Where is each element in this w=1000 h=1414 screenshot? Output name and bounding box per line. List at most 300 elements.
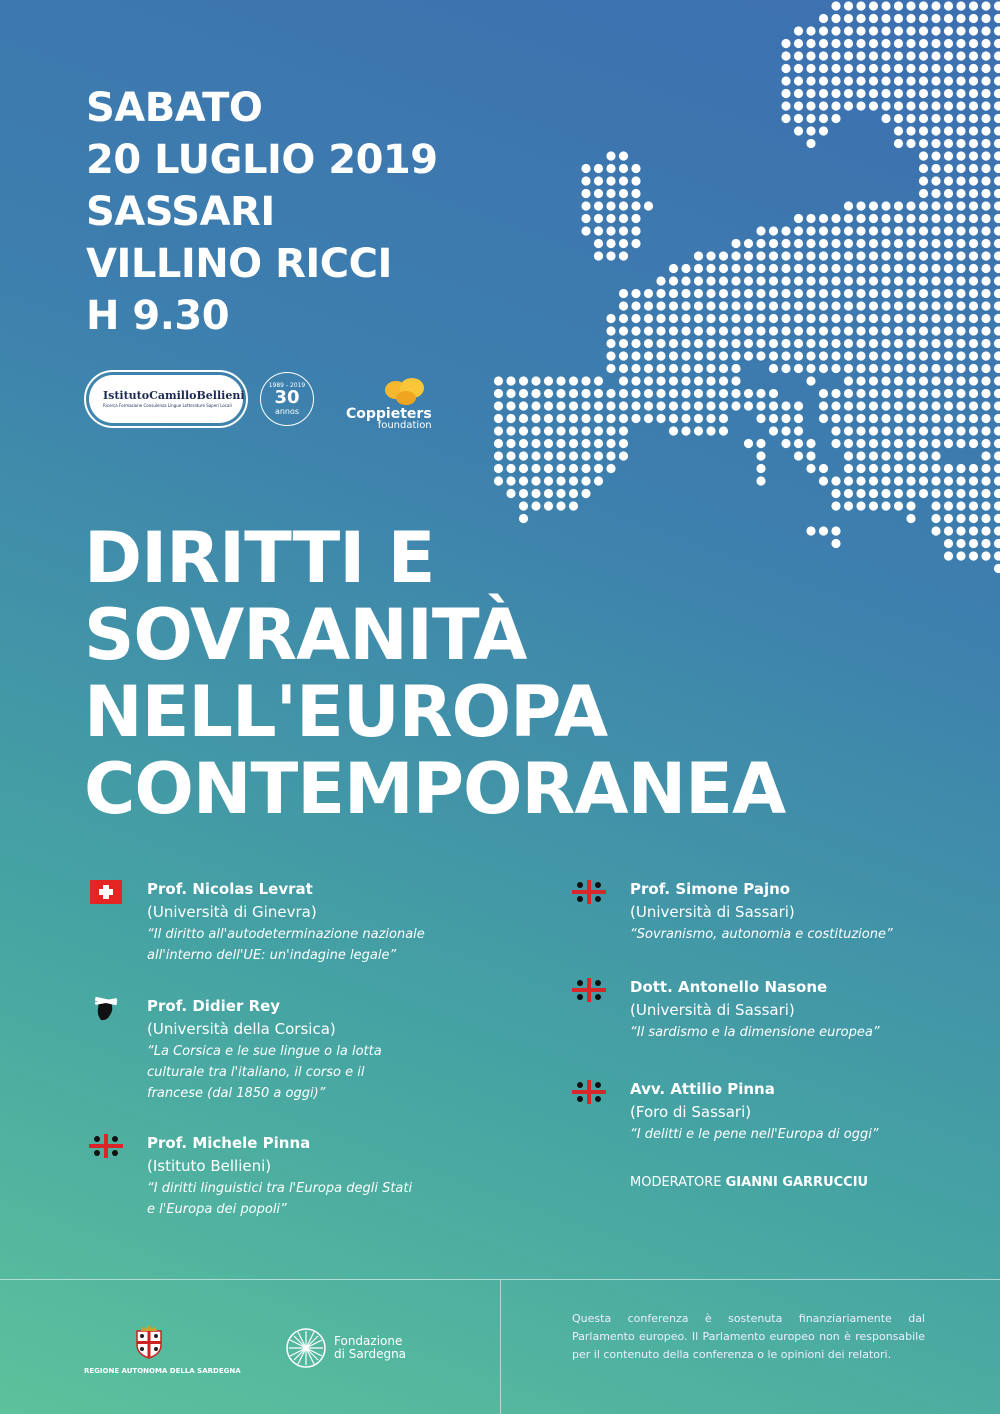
map-dot — [931, 264, 940, 273]
map-dot — [781, 351, 790, 360]
map-dot — [831, 301, 840, 310]
map-dot — [844, 489, 853, 498]
map-dot — [869, 326, 878, 335]
map-dot — [594, 226, 603, 235]
map-dot — [856, 489, 865, 498]
map-dot — [844, 376, 853, 385]
map-dot — [881, 251, 890, 260]
map-dot — [781, 426, 790, 435]
map-dot — [969, 364, 978, 373]
map-dot — [856, 414, 865, 423]
map-dot — [731, 376, 740, 385]
map-dot — [769, 351, 778, 360]
map-dot — [531, 414, 540, 423]
map-dot — [869, 364, 878, 373]
map-dot — [644, 351, 653, 360]
map-dot — [994, 489, 1000, 498]
map-dot — [844, 76, 853, 85]
map-dot — [494, 414, 503, 423]
map-dot — [706, 414, 715, 423]
map-dot — [981, 514, 990, 523]
map-dot — [831, 414, 840, 423]
map-dot — [856, 201, 865, 210]
map-dot — [894, 114, 903, 123]
map-dot — [981, 164, 990, 173]
map-dot — [931, 464, 940, 473]
map-dot — [656, 414, 665, 423]
map-dot — [556, 489, 565, 498]
map-dot — [619, 201, 628, 210]
speaker-antonello-nasone — [630, 976, 880, 1043]
map-dot — [981, 501, 990, 510]
map-dot — [506, 389, 515, 398]
map-dot — [756, 476, 765, 485]
map-dot — [881, 376, 890, 385]
map-dot — [544, 476, 553, 485]
map-dot — [981, 314, 990, 323]
map-dot — [731, 314, 740, 323]
map-dot — [606, 314, 615, 323]
map-dot — [956, 276, 965, 285]
map-dot — [831, 351, 840, 360]
map-dot — [994, 239, 1000, 248]
map-dot — [619, 451, 628, 460]
map-dot — [906, 76, 915, 85]
map-dot — [706, 351, 715, 360]
map-dot — [981, 276, 990, 285]
map-dot — [531, 389, 540, 398]
map-dot — [856, 326, 865, 335]
map-dot — [544, 439, 553, 448]
map-dot — [944, 264, 953, 273]
map-dot — [819, 314, 828, 323]
map-dot — [494, 451, 503, 460]
map-dot — [581, 176, 590, 185]
map-dot — [556, 464, 565, 473]
europe-dot-map — [480, 0, 1000, 580]
map-dot — [881, 201, 890, 210]
map-dot — [969, 1, 978, 10]
map-dot — [969, 264, 978, 273]
map-dot — [831, 501, 840, 510]
map-dot — [769, 326, 778, 335]
map-dot — [581, 439, 590, 448]
map-dot — [969, 239, 978, 248]
conference-title — [84, 517, 786, 830]
map-dot — [594, 439, 603, 448]
map-dot — [994, 389, 1000, 398]
map-dot — [681, 289, 690, 298]
moderator-name: GIANNI GARRUCCIU — [725, 1175, 869, 1190]
map-dot — [906, 389, 915, 398]
map-dot — [506, 426, 515, 435]
map-dot — [844, 364, 853, 373]
map-dot — [881, 364, 890, 373]
map-dot — [756, 451, 765, 460]
map-dot — [806, 364, 815, 373]
map-dot — [819, 264, 828, 273]
map-dot — [631, 339, 640, 348]
map-dot — [881, 101, 890, 110]
map-dot — [694, 426, 703, 435]
map-dot — [881, 14, 890, 23]
map-dot — [881, 1, 890, 10]
map-dot — [919, 164, 928, 173]
map-dot — [656, 314, 665, 323]
map-dot — [544, 501, 553, 510]
map-dot — [869, 414, 878, 423]
map-dot — [956, 101, 965, 110]
map-dot — [669, 376, 678, 385]
map-dot — [956, 26, 965, 35]
map-dot — [794, 301, 803, 310]
map-dot — [994, 326, 1000, 335]
map-dot — [656, 376, 665, 385]
map-dot — [894, 339, 903, 348]
map-dot — [594, 176, 603, 185]
map-dot — [906, 376, 915, 385]
map-dot — [806, 264, 815, 273]
map-dot — [919, 276, 928, 285]
map-dot — [694, 389, 703, 398]
map-dot — [944, 51, 953, 60]
map-dot — [881, 351, 890, 360]
map-dot — [531, 426, 540, 435]
map-dot — [969, 151, 978, 160]
map-dot — [994, 264, 1000, 273]
map-dot — [706, 364, 715, 373]
map-dot — [781, 326, 790, 335]
map-dot — [619, 389, 628, 398]
map-dot — [944, 189, 953, 198]
map-dot — [706, 401, 715, 410]
map-dot — [494, 401, 503, 410]
map-dot — [769, 276, 778, 285]
map-dot — [669, 301, 678, 310]
map-dot — [981, 176, 990, 185]
map-dot — [706, 389, 715, 398]
map-dot — [831, 314, 840, 323]
map-dot — [806, 89, 815, 98]
map-dot — [619, 151, 628, 160]
fondazione-star-icon — [286, 1328, 326, 1368]
map-dot — [969, 351, 978, 360]
map-dot — [956, 164, 965, 173]
map-dot — [906, 1, 915, 10]
map-dot — [994, 64, 1000, 73]
map-dot — [919, 239, 928, 248]
map-dot — [869, 426, 878, 435]
map-dot — [494, 426, 503, 435]
map-dot — [919, 226, 928, 235]
map-dot — [781, 239, 790, 248]
map-dot — [819, 226, 828, 235]
map-dot — [956, 364, 965, 373]
map-dot — [794, 251, 803, 260]
map-dot — [806, 76, 815, 85]
map-dot — [981, 539, 990, 548]
map-dot — [956, 539, 965, 548]
map-dot — [731, 264, 740, 273]
map-dot — [694, 351, 703, 360]
map-dot — [931, 176, 940, 185]
map-dot — [794, 414, 803, 423]
map-dot — [894, 389, 903, 398]
map-dot — [569, 414, 578, 423]
map-dot — [644, 314, 653, 323]
map-dot — [719, 326, 728, 335]
map-dot — [556, 414, 565, 423]
map-dot — [969, 251, 978, 260]
map-dot — [944, 526, 953, 535]
map-dot — [594, 251, 603, 260]
map-dot — [894, 439, 903, 448]
map-dot — [731, 339, 740, 348]
map-dot — [844, 326, 853, 335]
map-dot — [694, 364, 703, 373]
map-dot — [894, 226, 903, 235]
map-dot — [919, 89, 928, 98]
map-dot — [719, 339, 728, 348]
map-dot — [544, 489, 553, 498]
map-dot — [831, 226, 840, 235]
map-dot — [794, 351, 803, 360]
map-dot — [969, 226, 978, 235]
map-dot — [994, 476, 1000, 485]
map-dot — [631, 364, 640, 373]
map-dot — [894, 489, 903, 498]
map-dot — [869, 214, 878, 223]
map-dot — [631, 289, 640, 298]
map-dot — [544, 389, 553, 398]
coppieters-flower-icon — [382, 376, 426, 406]
map-dot — [931, 351, 940, 360]
map-dot — [819, 326, 828, 335]
map-dot — [819, 89, 828, 98]
map-dot — [894, 1, 903, 10]
map-dot — [969, 314, 978, 323]
map-dot — [569, 426, 578, 435]
map-dot — [919, 189, 928, 198]
map-dot — [994, 414, 1000, 423]
map-dot — [794, 439, 803, 448]
map-dot — [869, 339, 878, 348]
map-dot — [944, 151, 953, 160]
map-dot — [944, 401, 953, 410]
map-dot — [994, 226, 1000, 235]
map-dot — [656, 326, 665, 335]
map-dot — [894, 239, 903, 248]
map-dot — [606, 414, 615, 423]
map-dot — [719, 301, 728, 310]
map-dot — [606, 164, 615, 173]
map-dot — [844, 276, 853, 285]
map-dot — [906, 414, 915, 423]
map-dot — [806, 114, 815, 123]
map-dot — [969, 426, 978, 435]
moderator — [630, 1175, 868, 1190]
map-dot — [881, 64, 890, 73]
map-dot — [931, 489, 940, 498]
map-dot — [819, 51, 828, 60]
map-dot — [806, 376, 815, 385]
map-dot — [881, 326, 890, 335]
map-dot — [831, 426, 840, 435]
map-dot — [969, 526, 978, 535]
map-dot — [681, 314, 690, 323]
map-dot — [869, 501, 878, 510]
map-dot — [906, 501, 915, 510]
map-dot — [531, 476, 540, 485]
map-dot — [969, 489, 978, 498]
map-dot — [819, 76, 828, 85]
map-dot — [981, 526, 990, 535]
map-dot — [944, 464, 953, 473]
map-dot — [781, 39, 790, 48]
map-dot — [806, 326, 815, 335]
map-dot — [744, 251, 753, 260]
map-dot — [969, 26, 978, 35]
map-dot — [606, 189, 615, 198]
map-dot — [969, 76, 978, 85]
map-dot — [594, 476, 603, 485]
map-dot — [906, 364, 915, 373]
map-dot — [806, 39, 815, 48]
map-dot — [906, 451, 915, 460]
map-dot — [869, 401, 878, 410]
map-dot — [994, 351, 1000, 360]
map-dot — [706, 289, 715, 298]
map-dot — [919, 314, 928, 323]
map-dot — [919, 451, 928, 460]
sardinia-flag-icon — [572, 978, 606, 1002]
map-dot — [719, 414, 728, 423]
map-dot — [994, 164, 1000, 173]
map-dot — [706, 339, 715, 348]
map-dot — [844, 64, 853, 73]
map-dot — [969, 476, 978, 485]
map-dot — [944, 239, 953, 248]
map-dot — [631, 301, 640, 310]
map-dot — [931, 189, 940, 198]
map-dot — [956, 89, 965, 98]
map-dot — [694, 264, 703, 273]
map-dot — [894, 276, 903, 285]
map-dot — [806, 289, 815, 298]
map-dot — [906, 264, 915, 273]
map-dot — [856, 314, 865, 323]
map-dot — [619, 251, 628, 260]
speaker-nicolas-levrat — [147, 878, 425, 966]
map-dot — [781, 439, 790, 448]
map-dot — [881, 439, 890, 448]
map-dot — [894, 139, 903, 148]
map-dot — [944, 364, 953, 373]
map-dot — [744, 326, 753, 335]
map-dot — [581, 164, 590, 173]
map-dot — [681, 414, 690, 423]
map-dot — [644, 201, 653, 210]
map-dot — [981, 301, 990, 310]
map-dot — [506, 476, 515, 485]
map-dot — [531, 376, 540, 385]
map-dot — [969, 101, 978, 110]
map-dot — [819, 414, 828, 423]
map-dot — [969, 464, 978, 473]
map-dot — [831, 539, 840, 548]
map-dot — [969, 514, 978, 523]
map-dot — [756, 301, 765, 310]
map-dot — [869, 239, 878, 248]
map-dot — [969, 89, 978, 98]
map-dot — [981, 326, 990, 335]
map-dot — [519, 464, 528, 473]
map-dot — [969, 401, 978, 410]
map-dot — [831, 339, 840, 348]
map-dot — [956, 389, 965, 398]
map-dot — [994, 151, 1000, 160]
map-dot — [581, 414, 590, 423]
map-dot — [931, 339, 940, 348]
map-dot — [981, 76, 990, 85]
map-dot — [744, 389, 753, 398]
map-dot — [619, 364, 628, 373]
map-dot — [781, 251, 790, 260]
map-dot — [856, 426, 865, 435]
map-dot — [981, 476, 990, 485]
map-dot — [906, 89, 915, 98]
map-dot — [769, 389, 778, 398]
regione-sardegna-logo — [84, 1325, 241, 1375]
corsica-flag-icon — [89, 993, 123, 1027]
map-dot — [869, 251, 878, 260]
map-dot — [519, 489, 528, 498]
map-dot — [731, 364, 740, 373]
map-dot — [794, 426, 803, 435]
map-dot — [619, 189, 628, 198]
map-dot — [944, 164, 953, 173]
map-dot — [881, 51, 890, 60]
map-dot — [931, 426, 940, 435]
map-dot — [869, 276, 878, 285]
map-dot — [981, 351, 990, 360]
map-dot — [919, 326, 928, 335]
map-dot — [931, 14, 940, 23]
map-dot — [669, 351, 678, 360]
map-dot — [731, 401, 740, 410]
map-dot — [794, 126, 803, 135]
map-dot — [631, 389, 640, 398]
map-dot — [569, 401, 578, 410]
map-dot — [881, 289, 890, 298]
map-dot — [694, 414, 703, 423]
map-dot — [806, 314, 815, 323]
map-dot — [619, 339, 628, 348]
map-dot — [744, 314, 753, 323]
speaker-michele-pinna — [147, 1132, 412, 1220]
map-dot — [856, 101, 865, 110]
map-dot — [606, 364, 615, 373]
map-dot — [769, 314, 778, 323]
map-dot — [919, 201, 928, 210]
map-dot — [956, 76, 965, 85]
map-dot — [869, 64, 878, 73]
map-dot — [981, 114, 990, 123]
map-dot — [994, 539, 1000, 548]
map-dot — [844, 289, 853, 298]
map-dot — [569, 501, 578, 510]
map-dot — [594, 376, 603, 385]
